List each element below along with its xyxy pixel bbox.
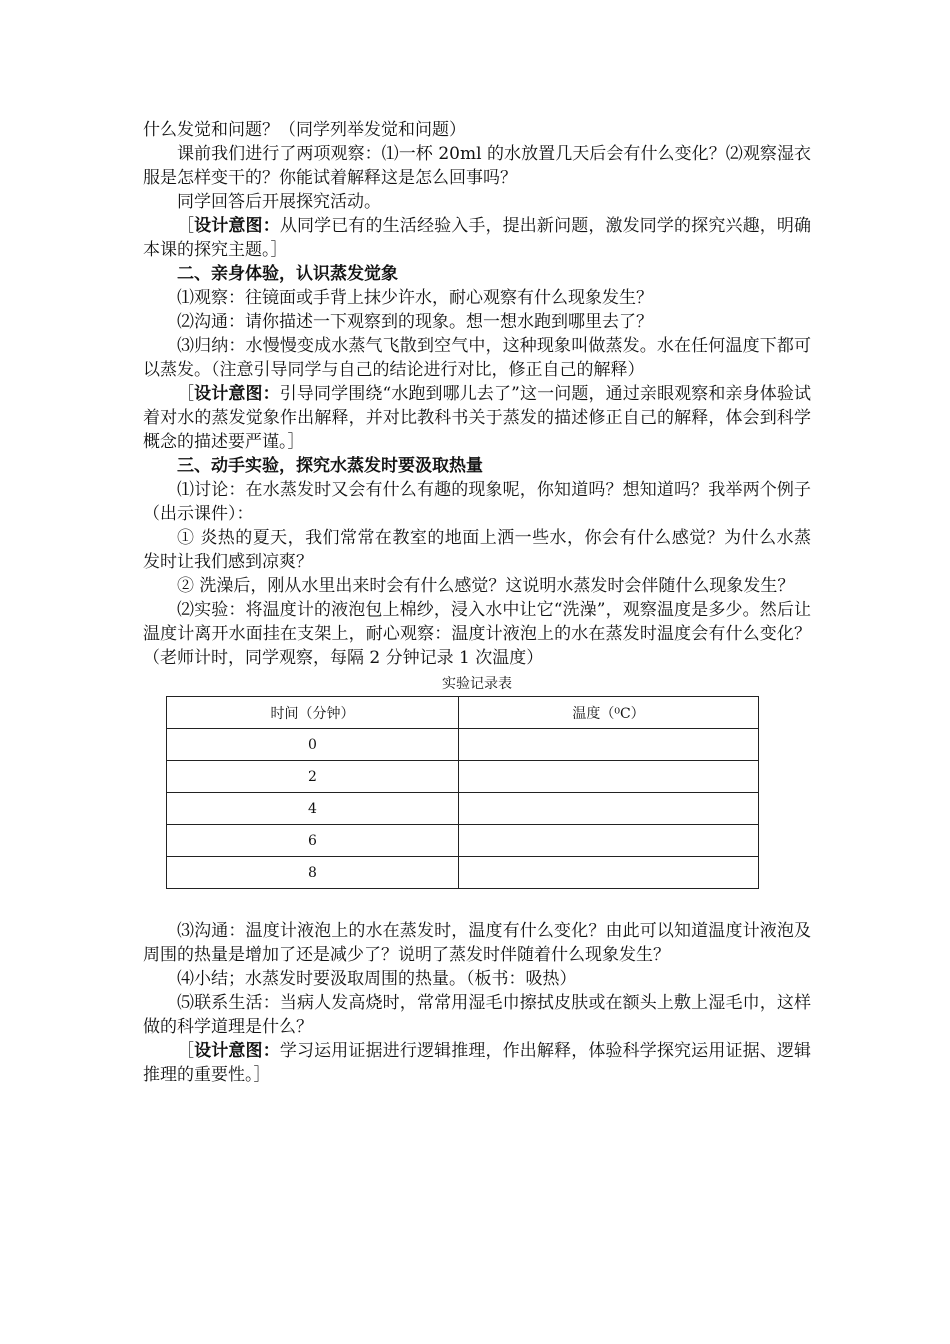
design-intent-label: 设计意图： (194, 384, 280, 404)
table-cell-temperature (459, 761, 759, 793)
section-2-item-communicate: ⑵沟通：请你描述一下观察到的现象。想一想水跑到哪里去了？ (177, 312, 653, 332)
design-intent-text: 从同学已有的生活经验入手，提出新问题，激发同学的探究兴趣，明确本课的探究主题。］ (143, 216, 812, 260)
table-cell-temperature (459, 857, 759, 889)
paragraph-intro-end: 什么发觉和问题？（同学列举发觉和问题） (143, 120, 466, 140)
section-2-item-summarize: ⑶归纳：水慢慢变成水蒸气飞散到空气中，这种现象叫做蒸发。水在任何温度下都可以蒸发。（注意引导同学与自己的结论进行对比，修正自己的解释） (143, 336, 811, 380)
experiment-record-table (166, 696, 759, 889)
table-cell-time: 0 (167, 729, 459, 761)
section-3-item-life-link: ⑸联系生活：当病人发高烧时，常常用湿毛巾擦拭皮肤或在额头上敷上湿毛巾，这样做的科学道理是什么？ (143, 993, 811, 1037)
table-row (167, 857, 759, 889)
table-row (167, 793, 759, 825)
spacer (143, 889, 811, 919)
design-intent-3: ［设计意图：学习运用证据进行逻辑推理，作出解释，体验科学探究运用证据、逻辑推理的重要性。］ (143, 1041, 812, 1085)
table-header-row (167, 697, 759, 729)
design-intent-label: 设计意图： (194, 1041, 280, 1061)
table-header-time: 时间（分钟） (167, 697, 459, 729)
table-cell-temperature (459, 729, 759, 761)
design-intent-1: ［设计意图：从同学已有的生活经验入手，提出新问题，激发同学的探究兴趣，明确本课的探究主题。］ (143, 216, 812, 260)
section-3-example-1: ① 炎热的夏天，我们常常在教室的地面上洒一些水，你会有什么感觉？为什么水蒸发时让我们感到凉爽？ (143, 528, 811, 572)
section-3-item-summary: ⑷小结；水蒸发时要汲取周围的热量。（板书：吸热） (177, 969, 577, 989)
table-row (167, 729, 759, 761)
design-intent-text: 引导同学围绕“水跑到哪儿去了”这一问题，通过亲眼观察和亲身体验试着对水的蒸发觉象作出解释，并对比教科书关于蒸发的描述修正自己的解释，体会到科学概念的描述要严谨。］ (143, 384, 811, 452)
table-cell-temperature (459, 793, 759, 825)
section-2-item-observe: ⑴观察：往镜面或手背上抹少许水，耐心观察有什么现象发生？ (177, 288, 653, 308)
table-cell-time: 2 (167, 761, 459, 793)
table-row (167, 825, 759, 857)
section-3-item-discuss: ⑴讨论：在水蒸发时又会有什么有趣的现象呢，你知道吗？想知道吗？我举两个例子（出示课件）： (143, 480, 811, 524)
table-cell-time: 4 (167, 793, 459, 825)
paragraph-pre-class-observation: 课前我们进行了两项观察：⑴一杯 20ml 的水放置几天后会有什么变化？⑵观察湿衣服是怎样变干的？你能试着解释这是怎么回事吗？ (143, 144, 811, 188)
table-caption: 实验记录表 (442, 676, 512, 692)
section-3-example-2: ② 洗澡后，刚从水里出来时会有什么感觉？这说明水蒸发时会伴随什么现象发生？ (177, 576, 795, 596)
section-2-heading: 二、亲身体验，认识蒸发觉象 (177, 264, 398, 284)
design-intent-text: 学习运用证据进行逻辑推理，作出解释，体验科学探究运用证据、逻辑推理的重要性。］ (143, 1041, 812, 1085)
table-header-temperature: 温度（⁰C） (459, 697, 759, 729)
section-3-item-experiment: ⑵实验：将温度计的液泡包上棉纱，浸入水中让它“洗澡”，观察温度是多少。然后让温度计离开水面挂在支架上，耐心观察：温度计液泡上的水在蒸发时温度会有什么变化？（老师计时，同学观察，每隔 2 分钟记录 1 次温度） (143, 600, 811, 668)
design-intent-label: 设计意图： (194, 216, 280, 236)
table-cell-time: 6 (167, 825, 459, 857)
table-row (167, 761, 759, 793)
table-cell-temperature (459, 825, 759, 857)
document-page (143, 118, 811, 1087)
table-cell-time: 8 (167, 857, 459, 889)
paragraph-student-answer: 同学回答后开展探究活动。 (177, 192, 381, 212)
design-intent-2: ［设计意图：引导同学围绕“水跑到哪儿去了”这一问题，通过亲眼观察和亲身体验试着对水的蒸发觉象作出解释，并对比教科书关于蒸发的描述修正自己的解释，体会到科学概念的描述要严谨。］ (143, 384, 811, 452)
section-3-heading: 三、动手实验，探究水蒸发时要汲取热量 (177, 456, 483, 476)
section-3-item-communicate: ⑶沟通：温度计液泡上的水在蒸发时，温度有什么变化？由此可以知道温度计液泡及周围的热量是增加了还是减少了？说明了蒸发时伴随着什么现象发生？ (143, 921, 811, 965)
